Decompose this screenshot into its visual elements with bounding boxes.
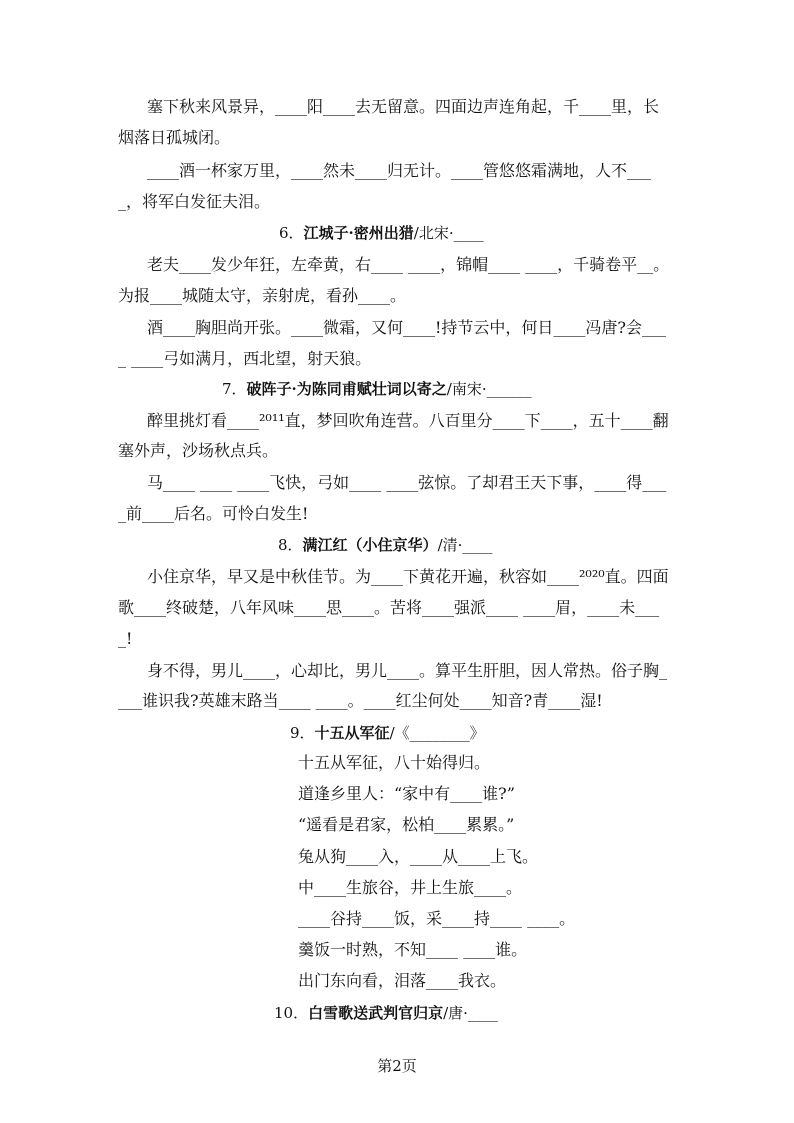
poem-name: 满江红（小住京华） <box>302 536 438 554</box>
section-title <box>222 378 532 400</box>
poem-line: 十五从军征，八十始得归。 <box>298 753 491 772</box>
poem-line: 出门东向看，泪落____我衣。 <box>298 971 507 990</box>
poem-dynasty: /唐·____ <box>443 1004 498 1022</box>
poem-line: ___谁识我?英雄末路当____ ____。____红尘何处____知音?青____湿! <box>118 691 603 710</box>
poem-line: 醉里挑灯看____²⁰¹¹直，梦回吹角连营。八百里分____下____，五十____翻 <box>147 411 669 430</box>
poem-line: 小住京华，早又是中秋佳节。为____下黄花开遍，秋容如____²⁰²⁰直。四面 <box>147 567 669 586</box>
poem-line: ____酒一杯家万里，____然未____归无计。____管悠悠霜满地，人不___ <box>147 161 652 180</box>
poem-line: 塞下秋来风景异，____阳____去无留意。四面边声连角起，千____里，长 <box>147 97 660 116</box>
poem-line: 羹饭一时熟，不知____ ____谁。 <box>298 940 528 959</box>
poem-line: 老夫____发少年狂，左牵黄，右____ ____，锦帽____ ____，千骑卷平__。 <box>147 255 670 274</box>
section-number: 7． <box>222 380 247 398</box>
poem-line: ____谷持____饭，采____持____ ____。 <box>298 909 576 928</box>
poem-name: 江城子·密州出猎 <box>303 224 414 242</box>
poem-line: _，将军白发征夫泪。 <box>118 192 271 211</box>
poem-name: 白雪歌送武判官归京 <box>308 1004 444 1022</box>
section-number: 8． <box>278 536 303 554</box>
section-title <box>274 1002 498 1024</box>
poem-line: _! <box>118 629 133 648</box>
section-title <box>279 222 484 244</box>
poem-line: 兔从狗____入，____从____上飞。 <box>298 847 539 866</box>
section-number: 9． <box>290 724 315 742</box>
poem-line: 道逢乡里人：“家中有____谁?” <box>298 784 515 803</box>
poem-name: 破阵子·为陈同甫赋壮词以寄之 <box>246 380 447 398</box>
poem-line: 为报____城随太守，亲射虎，看孙____。 <box>118 286 407 305</box>
section-number: 10． <box>274 1004 309 1022</box>
poem-dynasty: /清·____ <box>437 536 493 554</box>
poem-line: 歌____终破楚，八年风味____思____。苦将____强派____ ____眉，____未___ <box>118 598 660 617</box>
poem-line: 身不得，男儿____，心却比，男儿____。算平生肝胆，因人常热。俗子胸_ <box>147 661 668 680</box>
poem-dynasty: /《________》 <box>389 724 485 742</box>
page-number: 第2页 <box>377 1057 417 1075</box>
section-title <box>278 534 492 556</box>
poem-line: 烟落日孤城闭。 <box>118 128 231 147</box>
poem-line: 中____生旅谷，井上生旅____。 <box>298 878 523 897</box>
poem-dynasty: /南宋·______ <box>446 380 532 398</box>
poem-line: 马____ ____ ____飞快，弓如____ ____弦惊。了却君王天下事，____得___ <box>147 473 667 492</box>
poem-line: _ ____弓如满月，西北望，射天狼。 <box>118 349 372 368</box>
poem-name: 十五从军征 <box>314 724 390 742</box>
poem-line: 塞外声，沙场秋点兵。 <box>118 441 279 460</box>
section-title <box>290 722 485 744</box>
poem-line: 酒____胸胆尚开张。____微霜，又何____!持节云中，何日____冯唐?会___ <box>147 318 667 337</box>
poem-line: “遥看是君家，松柏____累累。” <box>298 815 515 834</box>
poem-line: _前____后名。可怜白发生! <box>118 504 309 523</box>
poem-dynasty: /北宋·____ <box>413 224 484 242</box>
section-number: 6． <box>279 224 304 242</box>
